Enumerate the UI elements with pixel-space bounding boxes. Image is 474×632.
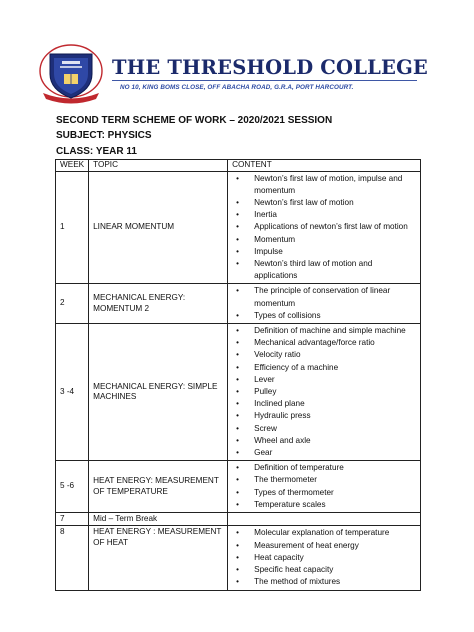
column-header-content: CONTENT [228, 160, 421, 172]
week-cell: 7 [56, 512, 89, 526]
table-row [56, 284, 421, 324]
list-item-text: Momentum [254, 234, 296, 244]
bullet-icon: • [236, 499, 239, 509]
list-item-text: Screw [254, 423, 277, 433]
bullet-icon: • [236, 386, 239, 396]
bullet-icon: • [236, 362, 239, 372]
list-item-text: Lever [254, 374, 275, 384]
bullet-icon: • [236, 435, 239, 445]
document-title: SECOND TERM SCHEME OF WORK – 2020/2021 SESSION [56, 115, 333, 126]
table-header-row [56, 160, 421, 172]
bullet-icon: • [236, 197, 239, 207]
bullet-icon: • [236, 173, 239, 183]
bullet-icon: • [236, 374, 239, 384]
week-cell: 5 -6 [56, 461, 89, 513]
college-name: THE THRESHOLD COLLEGE [112, 56, 428, 79]
list-item-text: Velocity ratio [254, 350, 301, 360]
list-item [232, 552, 416, 564]
list-item-text: Gear [254, 447, 273, 457]
table-row [56, 526, 421, 590]
list-item [232, 374, 416, 386]
list-item-text: Inertia [254, 210, 277, 220]
list-item-text: The principle of conservation of linear momentum [254, 286, 391, 308]
list-item-text: Newton’s first law of motion [254, 197, 354, 207]
list-item [232, 564, 416, 576]
content-list [232, 462, 416, 511]
scheme-of-work-table [55, 159, 421, 591]
list-item [232, 349, 416, 361]
list-item-text: Types of collisions [254, 310, 321, 320]
list-item [232, 258, 416, 282]
list-item-text: Types of thermometer [254, 487, 334, 497]
list-item [232, 462, 416, 474]
bullet-icon: • [236, 577, 239, 587]
bullet-icon: • [236, 411, 239, 421]
content-cell [228, 171, 421, 284]
header-divider [112, 80, 417, 81]
topic-cell: HEAT ENERGY : MEASUREMENT OF HEAT [89, 526, 228, 590]
list-item [232, 337, 416, 349]
content-cell [228, 512, 421, 526]
content-list [232, 173, 416, 283]
bullet-icon: • [236, 540, 239, 550]
list-item-text: Mechanical advantage/force ratio [254, 338, 375, 348]
list-item-text: Efficiency of a machine [254, 362, 339, 372]
bullet-icon: • [236, 286, 239, 296]
list-item-text: Temperature scales [254, 499, 326, 509]
week-cell: 8 [56, 526, 89, 590]
column-header-topic: TOPIC [89, 160, 228, 172]
list-item-text: Inclined plane [254, 399, 305, 409]
list-item [232, 487, 416, 499]
bullet-icon: • [236, 234, 239, 244]
list-item-text: Heat capacity [254, 552, 304, 562]
subject-heading: SUBJECT: PHYSICS [56, 130, 152, 141]
table-row [56, 171, 421, 284]
content-cell [228, 323, 421, 460]
list-item-text: Measurement of heat energy [254, 540, 359, 550]
bullet-icon: • [236, 463, 239, 473]
topic-cell: LINEAR MOMENTUM [89, 171, 228, 284]
bullet-icon: • [236, 210, 239, 220]
list-item [232, 310, 416, 322]
bullet-icon: • [236, 338, 239, 348]
list-item-text: Definition of temperature [254, 463, 344, 473]
list-item-text: Applications of newton’s first law of motion [254, 222, 408, 232]
list-item-text: Molecular explanation of temperature [254, 528, 390, 538]
list-item [232, 362, 416, 374]
table-row [56, 461, 421, 513]
bullet-icon: • [236, 565, 239, 575]
list-item-text: Wheel and axle [254, 435, 311, 445]
table-body [56, 171, 421, 590]
list-item [232, 540, 416, 552]
list-item-text: Definition of machine and simple machine [254, 325, 406, 335]
list-item [232, 435, 416, 447]
list-item [232, 221, 416, 233]
topic-cell: Mid – Term Break [89, 512, 228, 526]
list-item [232, 234, 416, 246]
college-address: NO 10, KING BOMS CLOSE, OFF ABACHA ROAD, G.R.A, PORT HARCOURT. [120, 84, 354, 91]
content-cell [228, 461, 421, 513]
week-cell: 2 [56, 284, 89, 324]
list-item-text: The method of mixtures [254, 577, 341, 587]
bullet-icon: • [236, 552, 239, 562]
list-item [232, 576, 416, 588]
list-item [232, 410, 416, 422]
list-item [232, 246, 416, 258]
bullet-icon: • [236, 528, 239, 538]
week-cell: 1 [56, 171, 89, 284]
bullet-icon: • [236, 350, 239, 360]
bullet-icon: • [236, 258, 239, 268]
bullet-icon: • [236, 487, 239, 497]
list-item-text: Newton’s first law of motion, impulse and momentum [254, 173, 403, 195]
bullet-icon: • [236, 423, 239, 433]
list-item [232, 398, 416, 410]
content-list [232, 325, 416, 459]
list-item-text: Newton’s third law of motion and applications [254, 258, 373, 281]
college-crest-logo [38, 44, 104, 104]
topic-cell: HEAT ENERGY: MEASUREMENT OF TEMPERATURE [89, 461, 228, 513]
bullet-icon: • [236, 325, 239, 335]
list-item-text: Specific heat capacity [254, 565, 334, 575]
bullet-icon: • [236, 246, 239, 256]
bullet-icon: • [236, 222, 239, 232]
content-cell [228, 284, 421, 324]
week-cell: 3 -4 [56, 323, 89, 460]
list-item [232, 527, 416, 539]
list-item [232, 447, 416, 459]
list-item [232, 209, 416, 221]
list-item [232, 386, 416, 398]
content-list [232, 527, 416, 588]
list-item [232, 423, 416, 435]
list-item [232, 285, 416, 309]
bullet-icon: • [236, 310, 239, 320]
topic-cell: MECHANICAL ENERGY: MOMENTUM 2 [89, 284, 228, 324]
list-item [232, 474, 416, 486]
list-item-text: Pulley [254, 386, 277, 396]
list-item [232, 173, 416, 197]
bullet-icon: • [236, 475, 239, 485]
bullet-icon: • [236, 399, 239, 409]
topic-cell: MECHANICAL ENERGY: SIMPLE MACHINES [89, 323, 228, 460]
list-item [232, 499, 416, 511]
content-cell [228, 526, 421, 590]
list-item-text: Hydraulic press [254, 411, 311, 421]
table-row [56, 512, 421, 526]
class-heading: CLASS: YEAR 11 [56, 146, 137, 157]
bullet-icon: • [236, 447, 239, 457]
list-item-text: Impulse [254, 246, 283, 256]
table-row [56, 323, 421, 460]
list-item [232, 325, 416, 337]
list-item [232, 197, 416, 209]
list-item-text: The thermometer [254, 475, 317, 485]
column-header-week: WEEK [56, 160, 89, 172]
content-list [232, 285, 416, 322]
